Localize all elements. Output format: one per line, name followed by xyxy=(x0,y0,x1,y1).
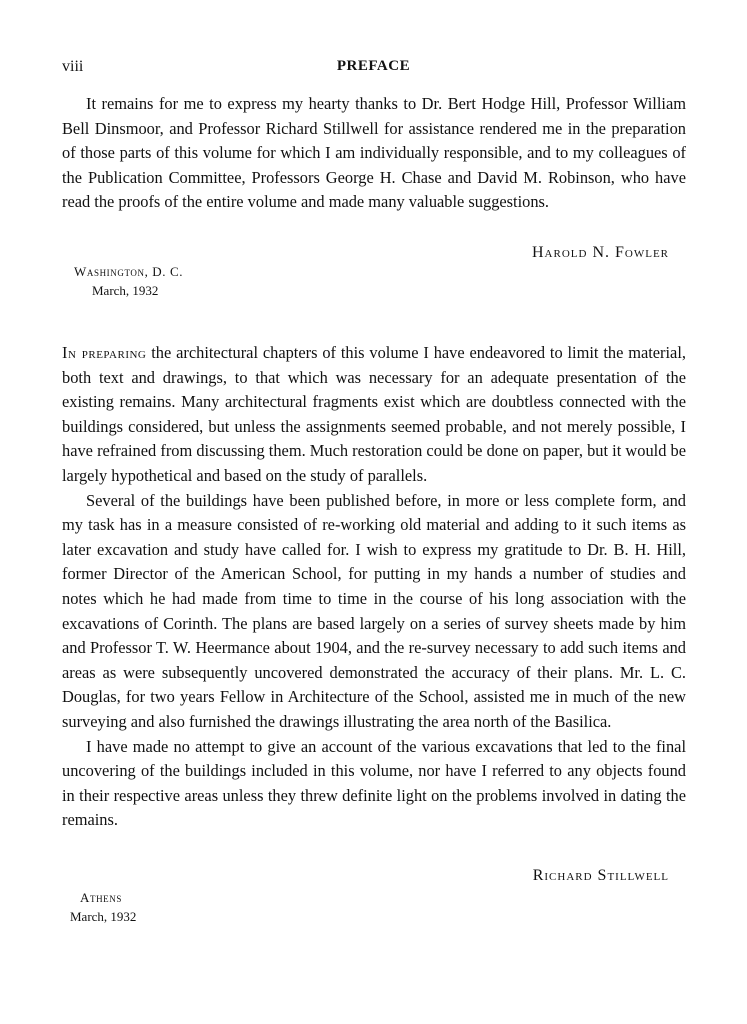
page-header xyxy=(62,58,685,82)
stillwell-dateline xyxy=(70,888,136,926)
lead-in: In preparing xyxy=(62,343,147,362)
stillwell-preface xyxy=(62,341,686,833)
stillwell-signature: Richard Stillwell xyxy=(532,867,669,884)
stillwell-place: Athens xyxy=(80,890,122,905)
fowler-acknowledgement xyxy=(62,92,686,215)
running-title: PREFACE xyxy=(336,58,411,74)
stillwell-date: March, 1932 xyxy=(70,909,137,924)
fowler-signature: Harold N. Fowler xyxy=(532,244,669,261)
preface-paragraph-1 xyxy=(62,341,686,489)
fowler-place: Washington, D. C. xyxy=(74,264,184,279)
fowler-date: March, 1932 xyxy=(92,283,159,298)
fowler-dateline xyxy=(74,262,183,300)
acknowledgement-paragraph: It remains for me to express my hearty thanks to Dr. Bert Hodge Hill, Professor William Bell Dinsmoor, and Professor Richard Stillwell for assistance rendered me in the preparation of those parts of this volume for which I am individually responsible, and to my colleagues of the Publication Committee, Professors George H. Chase and David M. Robinson, who have read the proofs of the entire volume and made many valuable suggestions. xyxy=(62,94,686,212)
page-number: viii xyxy=(62,58,84,75)
preface-paragraph-2: Several of the buildings have been published before, in more or less complete form, and my task has in a measure consisted of re-working old material and adding to it such items as later excavation and study have called for. I wish to express my gratitude to Dr. B. H. Hill, former Director of the American School, for putting in my hands a number of studies and notes which he had made from time to time in the course of his long association with the excavations of Corinth. The plans are based largely on a series of survey sheets made by him and Professor T. W. Heermance about 1904, and the re-survey necessary to add such items and areas as were subsequently uncovered demonstrated the accuracy of their plans. Mr. L. C. Douglas, for two years Fellow in Architecture of the School, assisted me in much of the new surveying and also furnished the drawings illustrating the area north of the Basilica. xyxy=(62,490,686,731)
preface-paragraph-3: I have made no attempt to give an account of the various excavations that led to the final uncovering of the buildings included in this volume, nor have I referred to any objects found in their respective areas unless they threw definite light on the problems involved in dating the remains. xyxy=(62,736,686,830)
paragraph-1-text: the architectural chapters of this volume I have endeavored to limit the material, both text and drawings, to that which was necessary for an adequate presentation of the existing remains. Many architectural fragments exist which are doubtless connected with the buildings considered, but unless the assignments seemed probable, and not merely possible, I have refrained from discussing them. Much restoration could be done on paper, but it would be largely hypothetical and based on the study of parallels. xyxy=(62,343,686,485)
